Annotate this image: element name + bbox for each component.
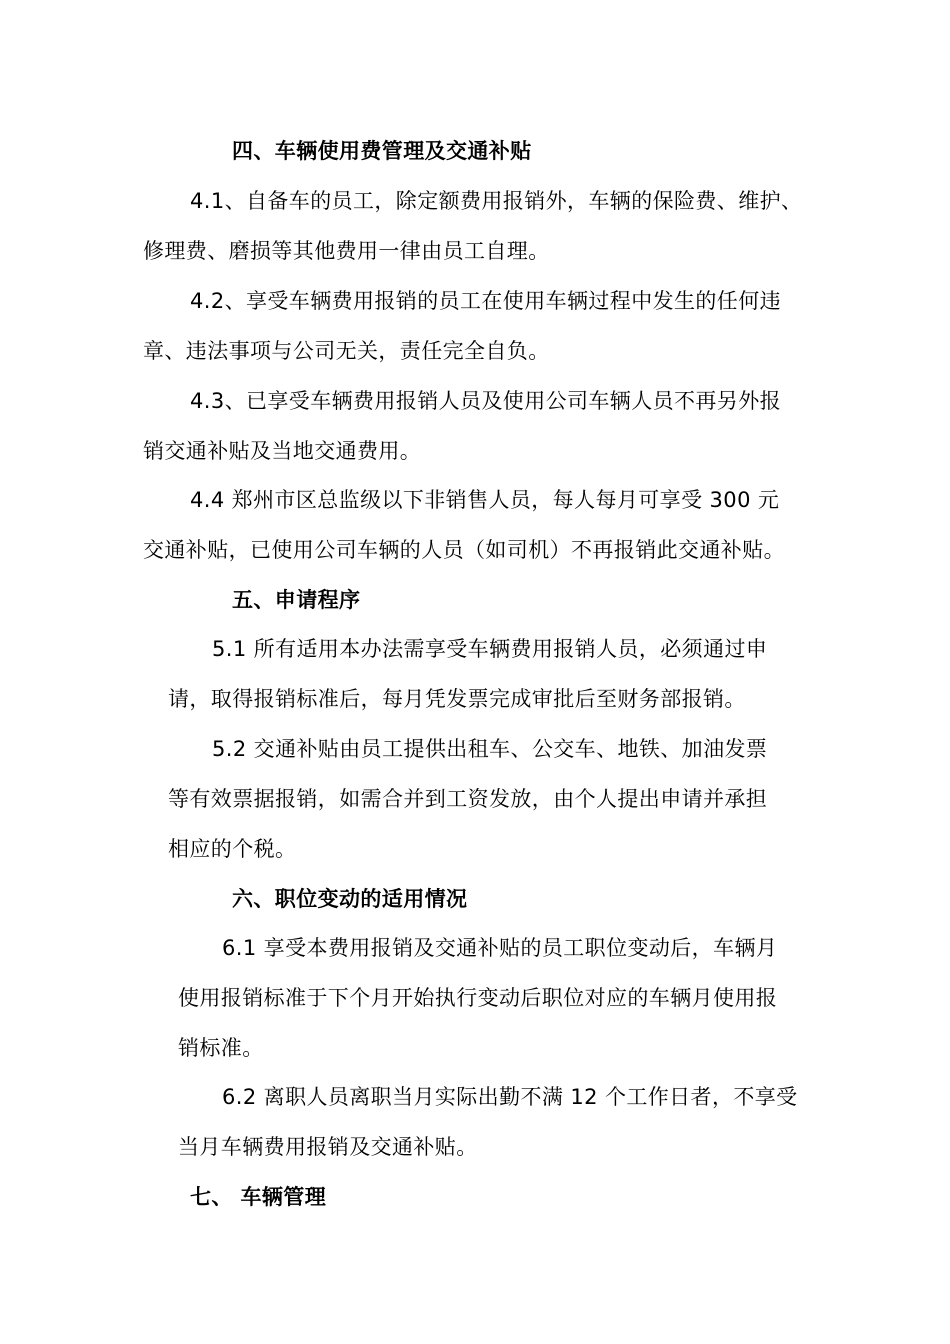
paragraph-4-1-line-1: 4.1、自备车的员工，除定额费用报销外，车辆的保险费、维护、	[190, 189, 803, 213]
paragraph-5-1-line-2: 请，取得报销标准后，每月凭发票完成审批后至财务部报销。	[168, 687, 746, 711]
paragraph-4-4-line-2: 交通补贴，已使用公司车辆的人员（如司机）不再报销此交通补贴。	[143, 538, 785, 562]
paragraph-4-3-line-1: 4.3、已享受车辆费用报销人员及使用公司车辆人员不再另外报	[190, 389, 781, 413]
paragraph-6-2-line-1: 6.2 离职人员离职当月实际出勤不满 12 个工作日者，不享受	[222, 1085, 798, 1109]
paragraph-6-1-line-2: 使用报销标准于下个月开始执行变动后职位对应的车辆月使用报	[178, 986, 778, 1010]
paragraph-4-4-line-1: 4.4 郑州市区总监级以下非销售人员，每人每月可享受 300 元	[190, 488, 780, 512]
section-5-heading: 五、申请程序	[232, 588, 361, 612]
section-7-heading: 七、 车辆管理	[190, 1185, 327, 1209]
paragraph-5-2-line-2: 等有效票据报销，如需合并到工资发放，由个人提出申请并承担	[168, 787, 768, 811]
paragraph-6-2-line-2: 当月车辆费用报销及交通补贴。	[178, 1135, 478, 1159]
section-4-heading: 四、车辆使用费管理及交通补贴	[232, 139, 532, 163]
paragraph-5-1-line-1: 5.1 所有适用本办法需享受车辆费用报销人员，必须通过申	[212, 637, 768, 661]
section-6-heading: 六、职位变动的适用情况	[232, 887, 468, 911]
paragraph-6-1-line-3: 销标准。	[178, 1036, 264, 1060]
paragraph-4-1-line-2: 修理费、磨损等其他费用一律由员工自理。	[143, 239, 550, 263]
paragraph-4-3-line-2: 销交通补贴及当地交通费用。	[143, 439, 422, 463]
paragraph-4-2-line-1: 4.2、享受车辆费用报销的员工在使用车辆过程中发生的任何违	[190, 289, 781, 313]
paragraph-5-2-line-1: 5.2 交通补贴由员工提供出租车、公交车、地铁、加油发票	[212, 737, 768, 761]
paragraph-6-1-line-1: 6.1 享受本费用报销及交通补贴的员工职位变动后，车辆月	[222, 936, 778, 960]
paragraph-5-2-line-3: 相应的个税。	[168, 837, 297, 861]
paragraph-4-2-line-2: 章、违法事项与公司无关，责任完全自负。	[143, 339, 550, 363]
